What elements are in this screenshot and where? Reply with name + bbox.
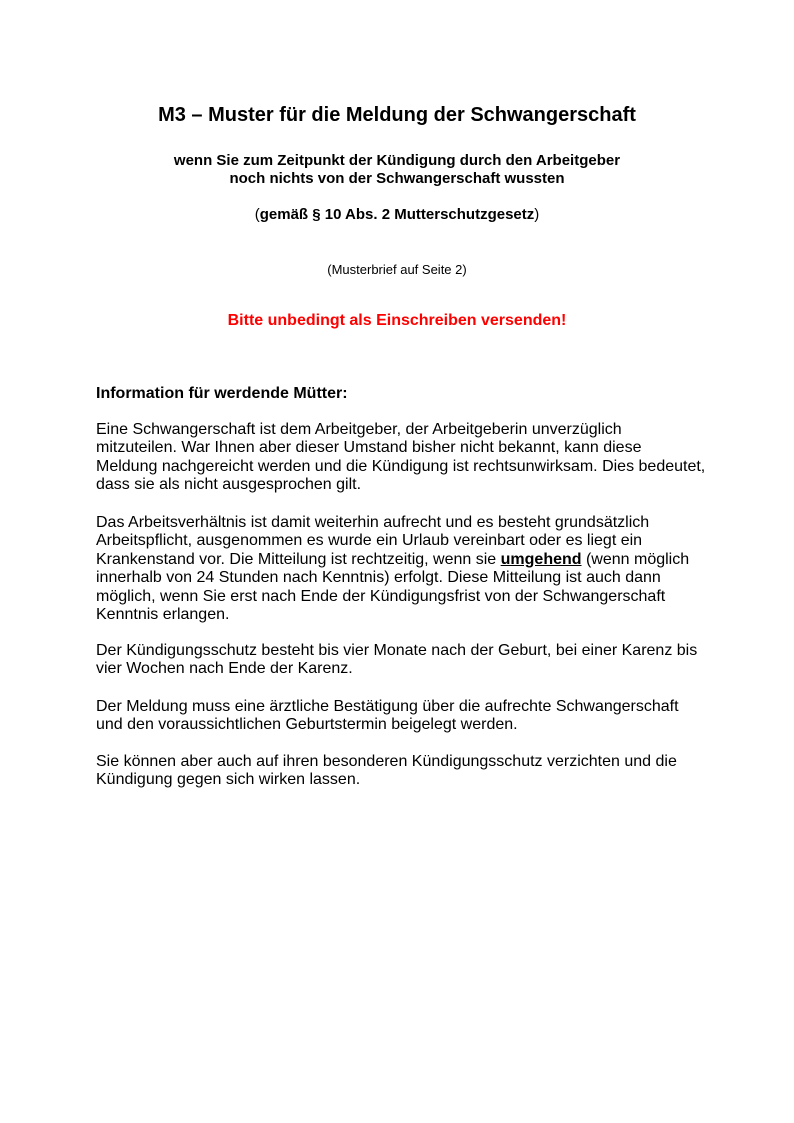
subtitle-line-1: wenn Sie zum Zeitpunkt der Kündigung durch den Arbeitgeber	[173, 152, 621, 169]
page-note: (Musterbrief auf Seite 2)	[327, 262, 467, 277]
page-title: M3 – Muster für die Meldung der Schwangerschaft	[158, 104, 636, 126]
paragraph-1: Eine Schwangerschaft ist dem Arbeitgeber, der Arbeitgeberin unverzüglich mitzuteilen. War Ihnen aber dieser Umstand bisher nicht bekannt, kann diese Meldung nachgereicht werden und die Kündigung ist rechtsunwirksam. Dies bedeutet, dass sie als nicht ausgesprochen gilt.	[96, 421, 706, 494]
paragraph-2-start: Das Arbeitsverhältnis ist damit weiterhin aufrecht und es besteht grundsätzlich Arbeitspflicht, ausgenommen es wurde ein Urlaub vereinbart oder es liegt ein Krankenstand vor. Die Mitteilung ist rechtzeitig, wenn sie	[96, 514, 650, 568]
paragraph-5: Sie können aber auch auf ihren besonderen Kündigungsschutz verzichten und die Kündigung gegen sich wirken lassen.	[96, 753, 677, 789]
info-heading: Information für werdende Mütter:	[96, 385, 348, 402]
registered-mail-warning: Bitte unbedingt als Einschreiben versenden!	[227, 312, 567, 329]
subtitle-line-2: noch nichts von der Schwangerschaft wussten	[229, 170, 565, 187]
paragraph-4: Der Meldung muss eine ärztliche Bestätigung über die aufrechte Schwangerschaft und den voraussichtlichen Geburtstermin beigelegt werden.	[96, 698, 679, 734]
paragraph-3: Der Kündigungsschutz besteht bis vier Monate nach der Geburt, bei einer Karenz bis vier Wochen nach Ende der Karenz.	[96, 642, 698, 678]
legal-close-paren: )	[534, 206, 540, 223]
legal-open-paren: (	[254, 206, 260, 223]
paragraph-2-end: (wenn möglich innerhalb von 24 Stunden nach Kenntnis) erfolgt. Diese Mitteilung ist auch dann möglich, wenn Sie erst nach Ende der Kündigungsfrist von der Schwangerschaft Kenntnis erlangen.	[96, 550, 690, 624]
paragraph-2	[96, 514, 706, 624]
emphasis-umgehend: umgehend	[500, 550, 582, 568]
subtitle	[0, 152, 794, 188]
legal-reference	[0, 206, 794, 224]
legal-reference-text: gemäß § 10 Abs. 2 Mutterschutzgesetz	[259, 206, 535, 223]
